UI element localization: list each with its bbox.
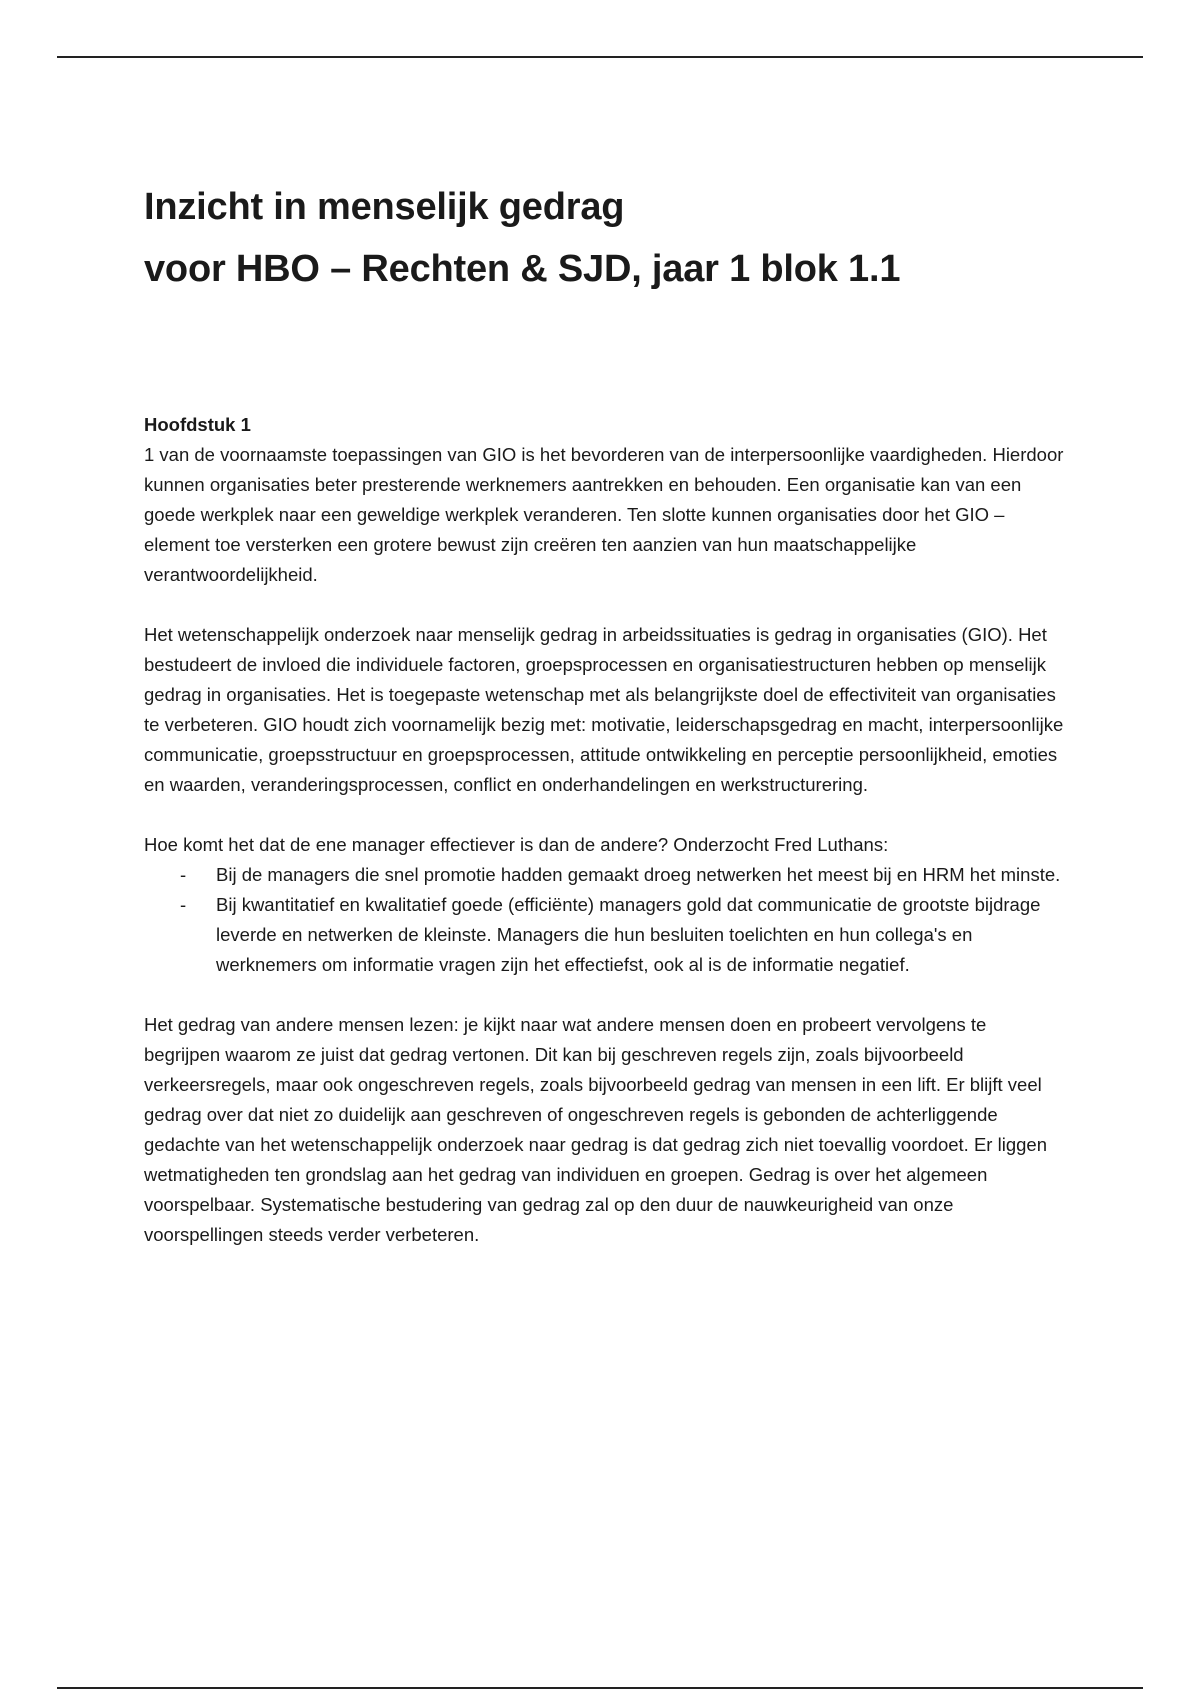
document-body — [144, 176, 1064, 1250]
paragraph-intro: 1 van de voornaamste toepassingen van GIO is het bevorderen van de interpersoonlijke vaardigheden. Hierdoor kunnen organisaties beter presterende werknemers aantrekken en behouden. Een organisatie kan van een goede werkplek naar een geweldige werkplek veranderen. Ten slotte kunnen organisaties door het GIO – element toe versterken een grotere bewust zijn creëren ten aanzien van hun maatschappelijke verantwoordelijkheid. — [144, 444, 1064, 585]
document-title — [144, 176, 1064, 300]
list-item-text: Bij de managers die snel promotie hadden gemaakt droeg netwerken het meest bij en HRM het minste. — [216, 864, 1061, 885]
title-line-2: voor HBO – Rechten & SJD, jaar 1 blok 1.1 — [144, 248, 901, 290]
bullet-dash: - — [180, 864, 187, 885]
bottom-rule — [57, 1687, 1143, 1689]
paragraph-luthans-question: Hoe komt het dat de ene manager effectiever is dan de andere? Onderzocht Fred Luthans: — [144, 834, 889, 855]
paragraph-gio-definition: Het wetenschappelijk onderzoek naar menselijk gedrag in arbeidssituaties is gedrag in organisaties (GIO). Het bestudeert de invloed die individuele factoren, groepsprocessen en organisatiestructuren hebben op menselijk gedrag in organisaties. Het is toegepaste wetenschap met als belangrijkste doel de effectiviteit van organisaties te verbeteren. GIO houdt zich voornamelijk bezig met: motivatie, leiderschapsgedrag en macht, interpersoonlijke communicatie, groepsstructuur en groepsprocessen, attitude ontwikkeling en perceptie persoonlijkheid, emoties en waarden, veranderingsprocessen, conflict en onderhandelingen en werkstructurering. — [144, 624, 1064, 795]
list-item — [144, 890, 1064, 980]
title-line-1: Inzicht in menselijk gedrag — [144, 186, 625, 228]
list-item — [144, 860, 1064, 890]
bullet-dash: - — [180, 894, 187, 915]
list-item-text: Bij kwantitatief en kwalitatief goede (efficiënte) managers gold dat communicatie de grootste bijdrage leverde en netwerken de kleinste. Managers die hun besluiten toelichten en hun collega's en werknemers om informatie vragen zijn het effectiefst, ook al is de informatie negatief. — [216, 894, 1041, 975]
paragraph-behaviour-reading: Het gedrag van andere mensen lezen: je kijkt naar wat andere mensen doen en probeert vervolgens te begrijpen waarom ze juist dat gedrag vertonen. Dit kan bij geschreven regels zijn, zoals bijvoorbeeld verkeersregels, maar ook ongeschreven regels, zoals bijvoorbeeld gedrag van mensen in een lift. Er blijft veel gedrag over dat niet zo duidelijk aan geschreven of ongeschreven regels is gebonden de achterliggende gedachte van het wetenschappelijk onderzoek naar gedrag is dat gedrag zich niet toevallig voordoet. Er liggen wetmatigheden ten grondslag aan het gedrag van individuen en groepen. Gedrag is over het algemeen voorspelbaar. Systematische bestudering van gedrag zal op den duur de nauwkeurigheid van onze voorspellingen steeds verder verbeteren. — [144, 1014, 1047, 1245]
chapter-heading: Hoofdstuk 1 — [144, 414, 251, 435]
luthans-findings-list — [144, 860, 1064, 980]
chapter-section — [144, 410, 1064, 1250]
top-rule — [57, 56, 1143, 58]
